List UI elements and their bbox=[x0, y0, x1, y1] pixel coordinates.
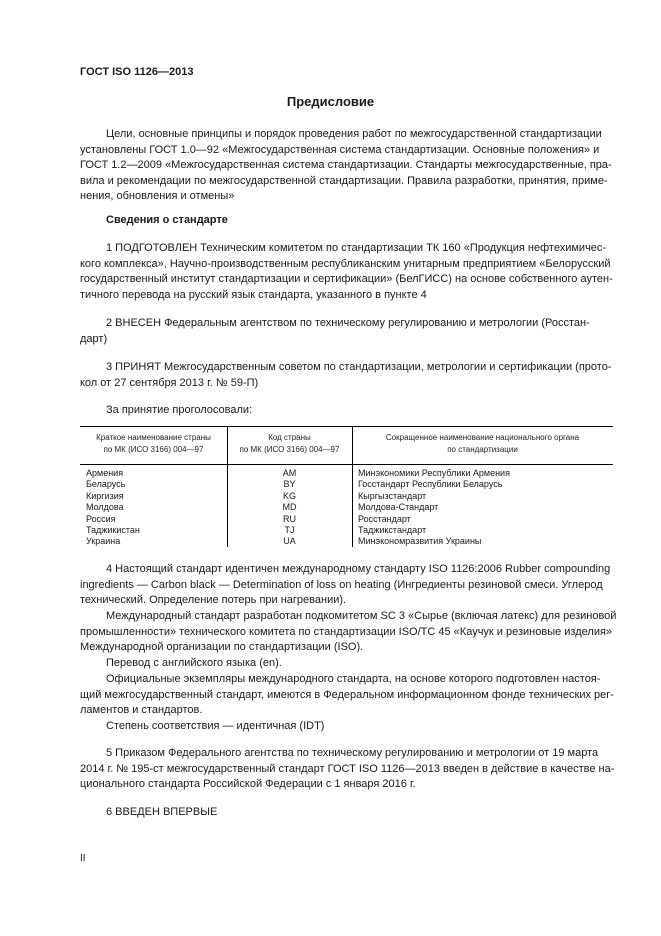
item-4-paragraph bbox=[80, 562, 613, 609]
official-line: Официальные экземпляры международного стандарта, на основе которого подготовлен настоя- bbox=[106, 673, 601, 685]
code-cell: BY bbox=[283, 479, 296, 490]
code-cell: RU bbox=[283, 513, 296, 524]
code-cell: MD bbox=[282, 502, 297, 513]
item-1-line: кого комплекса», Научно-производственным республиканским унитарным предприятием «Белорусский bbox=[80, 257, 611, 270]
code-cell: UA bbox=[283, 536, 296, 547]
header-line: Краткое наименование страны bbox=[96, 433, 211, 442]
page-title: Предисловие bbox=[286, 94, 375, 109]
body-cell: Росстандарт bbox=[358, 513, 411, 524]
intro-line: Цели, основные принципы и порядок проведения работ по межгосударственной стандартизации bbox=[106, 128, 602, 140]
code-cell: KG bbox=[282, 490, 296, 501]
conformity-line: Степень соответствия — идентичная (IDT) bbox=[106, 720, 325, 732]
table-header-country bbox=[80, 432, 227, 456]
item-6-paragraph bbox=[80, 805, 613, 821]
country-cell: Таджикистан bbox=[86, 525, 140, 536]
translation-line: Перевод с английского языка (en). bbox=[106, 657, 282, 669]
body-cell: Таджикстандарт bbox=[358, 525, 427, 536]
item-5-line: ционального стандарта Российской Федерации с 1 января 2016 г. bbox=[80, 778, 416, 790]
header-line: по стандартизации bbox=[447, 445, 518, 454]
item-6-line: 6 ВВЕДЕН ВПЕРВЫЕ bbox=[106, 806, 218, 818]
item-3-line: кол от 27 сентября 2013 г. № 59-П) bbox=[80, 376, 259, 389]
country-cell: Армения bbox=[86, 468, 124, 478]
conformity-paragraph bbox=[80, 719, 613, 735]
item-1-line: 1 ПОДГОТОВЛЕН Техническим комитетом по стандартизации ТК 160 «Продукция нефтехимичес- bbox=[106, 242, 607, 254]
item-4-line: технический. Определение потерь при нагревании). bbox=[80, 594, 347, 606]
country-cell: Молдова bbox=[86, 502, 124, 513]
voted-label bbox=[80, 403, 613, 419]
country-cell: Киргизия bbox=[86, 490, 124, 501]
item-1-line: государственный институт стандартизации и сертификации» (БелГИСС) на основе собственного аутен- bbox=[80, 273, 613, 285]
intro-line: ГОСТ 1.2—2009 «Межгосударственная система стандартизации. Стандарты межгосударственные, пра- bbox=[80, 159, 612, 171]
body-cell: Минэкономразвития Украины bbox=[358, 536, 482, 547]
item-4-line: ingredients — Carbon black — Determination of loss on heating (Ингредиенты резиновой смеси. Углерод bbox=[80, 578, 603, 591]
item-5-line: 2014 г. № 195-ст межгосударственный стандарт ГОСТ ISO 1126—2013 введен в действие в качестве на- bbox=[80, 762, 615, 775]
header-line: по МК (ИСО 3166) 004—97 bbox=[103, 445, 204, 454]
header-line: по МК (ИСО 3166) 004—97 bbox=[239, 445, 340, 454]
document-code: ГОСТ ISO 1126—2013 bbox=[80, 66, 194, 78]
intro-line: установлены ГОСТ 1.0—92 «Межгосударственная система стандартизации. Основные положения» и bbox=[80, 143, 600, 156]
item-5-paragraph bbox=[80, 746, 613, 793]
body-cell: Госстандарт Республики Беларусь bbox=[358, 479, 503, 490]
body-cell: Минэкономики Республики Армения bbox=[358, 468, 510, 478]
item-2-paragraph bbox=[80, 316, 613, 347]
official-line: ламентов и стандартов. bbox=[80, 704, 203, 716]
item-1-paragraph bbox=[80, 241, 613, 303]
body-cell: Молдова-Стандарт bbox=[358, 502, 439, 513]
intl-paragraph bbox=[80, 609, 617, 656]
country-cell: Украина bbox=[86, 536, 121, 547]
body-cell: Кыргызстандарт bbox=[358, 490, 427, 501]
voting-table bbox=[80, 426, 613, 547]
voted-label-text: За принятие проголосовали: bbox=[106, 404, 253, 416]
header-line: Код страны bbox=[268, 433, 311, 442]
table-header-body bbox=[352, 432, 613, 456]
intl-line: промышленности» технического комитета по стандартизации ISO/TC 45 «Каучук и резиновые изделия» bbox=[80, 625, 613, 638]
item-3-paragraph bbox=[80, 360, 613, 391]
item-2-line: 2 ВНЕСЕН Федеральным агентством по техническому регулированию и метрологии (Росстан- bbox=[106, 317, 590, 329]
intro-line: вила и рекомендации по межгосударственной стандартизации. Правила разработки, принятия, приме- bbox=[80, 174, 608, 187]
official-line: щий межгосударственный стандарт, имеются в Федеральном информационном фонде технических рег- bbox=[80, 688, 614, 701]
table-header-code bbox=[227, 432, 352, 456]
item-3-line: 3 ПРИНЯТ Межгосударственным советом по стандартизации, метрологии и сертификации (прото- bbox=[106, 361, 612, 373]
code-column bbox=[227, 468, 352, 548]
official-paragraph bbox=[80, 672, 613, 719]
item-2-line: дарт) bbox=[80, 332, 108, 345]
page-number: II bbox=[80, 853, 86, 864]
code-cell: TJ bbox=[284, 525, 295, 536]
intl-line: Международной организации по стандартизации (ISO). bbox=[80, 641, 364, 653]
intro-paragraph bbox=[80, 127, 613, 205]
body-column bbox=[358, 468, 610, 548]
item-4-line: 4 Настоящий стандарт идентичен международному стандарту ISO 1126:2006 Rubber compounding bbox=[106, 563, 611, 575]
translation-paragraph bbox=[80, 656, 613, 672]
item-1-line: тичного перевода на русский язык стандарта, указанного в пункте 4 bbox=[80, 288, 427, 301]
header-line: Сокращенное наименование национального органа bbox=[385, 433, 580, 442]
item-5-line: 5 Приказом Федерального агентства по техническому регулированию и метрологии от 19 марта bbox=[106, 747, 599, 759]
country-cell: Россия bbox=[86, 513, 116, 524]
intro-line: нения, обновления и отмены» bbox=[80, 190, 235, 202]
intl-line: Международный стандарт разработан подкомитетом SC 3 «Сырье (включая латекс) для резиновой bbox=[106, 610, 617, 622]
code-cell: AM bbox=[282, 468, 297, 478]
country-cell: Беларусь bbox=[86, 479, 126, 490]
section-heading bbox=[80, 213, 613, 229]
section-heading-text: Сведения о стандарте bbox=[106, 214, 228, 226]
country-column bbox=[86, 468, 224, 548]
